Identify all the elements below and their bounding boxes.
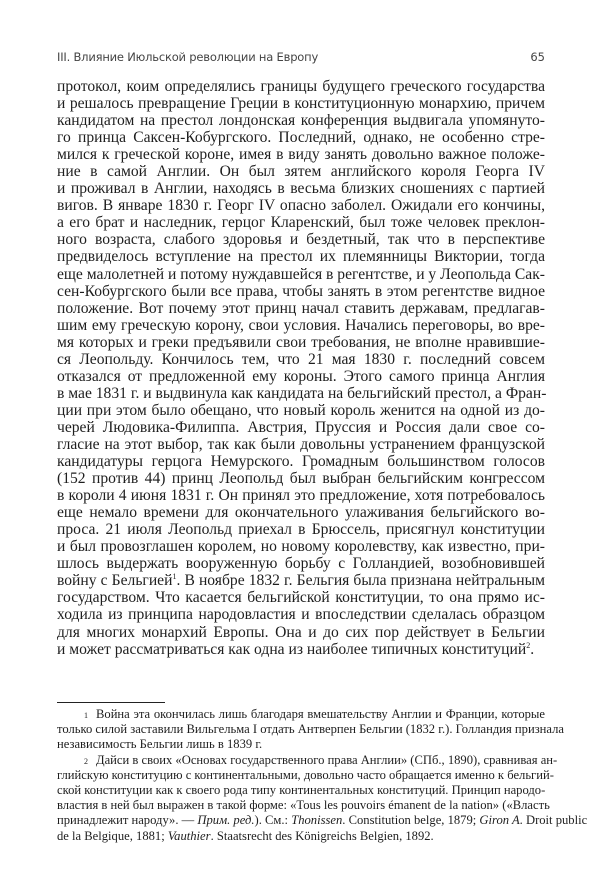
text-line: проса. 21 июля Леопольд приехал в Брюссель, присягнул конституции (57, 521, 545, 539)
footnote-line (57, 752, 558, 768)
text-line: ся Леопольду. Кончилось тем, что 21 мая 1830 г. последний совсем (57, 350, 545, 368)
text-line: шлось выдержать вооруженную борьбу с Голландией, возобновившей (57, 555, 545, 573)
text-line: го принца Саксен-Кобургского. Последний, однако, не особенно стре- (57, 129, 545, 147)
text-segment: . В ноябре 1832 г. Бельгия была признана нейтральным (176, 572, 545, 590)
footnote-line: только силой заставили Вильгельма I отдать Антверпен Бельгии (1832 г.). Голландия признала (57, 722, 564, 737)
text-line: в мае 1831 г. и выдвинула как кандидата на бельгийский престол, а Фран- (57, 384, 547, 402)
text-segment: de la Belgique, 1881; (57, 828, 168, 843)
footnote-line (57, 707, 545, 722)
text-line: ходила из принципа народовластия и впоследствии сделалась образцом (57, 606, 545, 624)
text-line: ние в самой Англии. Он был зятем английского короля Георга IV (57, 163, 545, 181)
text-line: вигов. В январе 1830 г. Георг IV опасно заболел. Ожидали его кончины, (57, 197, 545, 215)
text-segment: и может рассматриваться как одна из наиболее типичных конституций (57, 640, 527, 658)
text-line: положение. Вот почему этот принц начал ставить державам, предлагав- (57, 299, 545, 317)
text-line: государством. Что касается бельгийской конституции, то она прямо ис- (57, 589, 545, 607)
text-line: черей Людовика-Филиппа. Австрия, Пруссия и Россия дали свое со- (57, 418, 545, 436)
text-line: гласие на этот выбор, так как были довольны устранением французской (57, 435, 545, 453)
text-segment: Прим. ред. (197, 813, 255, 828)
footnote-line: ской конституции как к своего рода типу континентальных конституций. Принцип народо- (57, 782, 546, 797)
text-line: отказался от предложенной ему короны. Этого самого принца Англия (57, 367, 545, 385)
footnotes (57, 707, 588, 844)
text-line: и проживал в Англии, находясь в весьма близких сношениях с партией (57, 180, 545, 198)
text-line: а его брат и наследник, герцог Кларенский, был тоже человек преклон- (57, 214, 545, 232)
footnote-line (57, 829, 545, 844)
text-line: в короли 4 июня 1831 г. Он принял это предложение, хотя потребовалось (57, 487, 545, 505)
text-segment: принадлежит народу». — (57, 813, 198, 828)
text-segment: Война эта окончилась лишь благодаря вмешательству Англии и Франции, которые (96, 707, 545, 721)
text-line: еще малолетней и потому нуждавшейся в регентстве, и у Леопольда Сак- (57, 265, 545, 283)
footnote-number: 2 (84, 756, 88, 766)
text-segment: войну с Бельгией (57, 572, 173, 590)
main-text (57, 78, 545, 658)
text-line: для многих монархий Европы. Она и до сих пор действует в Бельгии (57, 623, 545, 641)
text-line: сен-Кобургского были все права, чтобы занять в этом регентстве видное (57, 282, 545, 300)
text-line: кандидатом на престол лондонская конференция выдвигала упомянуто- (57, 112, 545, 130)
text-line: протокол, коим определялись границы будущего греческого государства (57, 78, 545, 95)
text-line: кандидатуры герцога Немурского. Громадным большинством голосов (57, 453, 545, 471)
footnote-reference: 2 (526, 640, 531, 650)
text-line: и решалось превращение Греции в конституционную монархию, причем (57, 95, 545, 113)
text-line: шим ему греческую корону, свои условия. Начались переговоры, во вре- (57, 316, 545, 334)
footnote-line (57, 813, 588, 828)
text-segment: . (530, 640, 535, 658)
chapter-title: III. Влияние Июльской революции на Европу (57, 50, 319, 64)
text-line: предвиделось вступление на престол их племянницы Виктории, тогда (57, 248, 545, 266)
text-line: мя которых и греки предъявили свои требования, не вполне нравившие- (57, 333, 545, 351)
text-line: мился к греческой короне, имея в виду занять довольно важное положе- (57, 146, 545, 164)
text-segment: Giron A (479, 813, 520, 828)
text-segment: Дайси в своих «Основах государственного права Англии» (СПб., 1890), сравнивая ан- (96, 752, 558, 767)
text-line: еще немало времени для окончательного улаживания бельгийского во- (57, 504, 545, 522)
text-segment: Thonissen (291, 813, 343, 828)
text-line (57, 641, 545, 658)
text-line (57, 572, 545, 589)
text-segment: . Constitution belge, 1879; (342, 813, 480, 828)
footnote-line: глийскую конституцию с континентальными, довольно часто обращается именно к бельгий- (57, 767, 554, 782)
text-segment: ). См.: (254, 813, 292, 828)
text-segment: Vauthier (167, 828, 211, 843)
running-header (57, 50, 545, 66)
footnote-number: 1 (84, 711, 88, 720)
footnote-divider (57, 702, 165, 703)
text-line: и был провозглашен королем, но новому королевству, как известно, при- (57, 538, 545, 556)
text-segment: . Staatsrecht des Königreichs Belgien, 1892. (210, 828, 434, 843)
text-line: ного возраста, слабого здоровья и бездетный, так что в перспективе (57, 231, 545, 249)
page-number: 65 (530, 50, 545, 64)
footnote-line: независимость Бельгии лишь в 1839 г. (57, 737, 263, 752)
text-line: ции при этом было обещано, что новый король женится на одной из до- (57, 401, 545, 419)
text-line: (152 против 44) принц Леопольд был выбран бельгийским конгрессом (57, 470, 545, 488)
text-segment: . Droit public (519, 813, 588, 828)
footnote-line: властия в ней был выражен в такой форме: «Tous les pouvoirs émanent de la nation» («Власть (57, 798, 550, 813)
footnote-reference: 1 (172, 572, 177, 582)
